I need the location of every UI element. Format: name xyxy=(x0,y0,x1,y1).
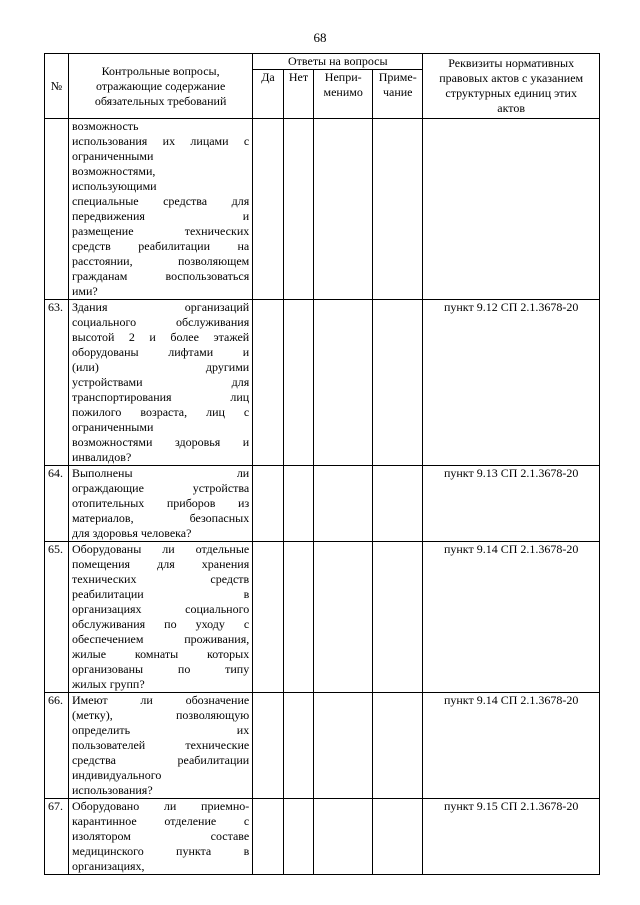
answer-yes-cell[interactable] xyxy=(253,799,284,875)
answer-note-cell[interactable] xyxy=(373,300,423,466)
question-line: медицинского пункта в xyxy=(71,844,250,858)
answer-no-cell[interactable] xyxy=(283,466,314,542)
question-line: возможностями, xyxy=(71,164,156,178)
answer-note-cell[interactable] xyxy=(373,466,423,542)
table-row xyxy=(45,693,600,799)
answer-yes-cell[interactable] xyxy=(253,466,284,542)
reference-text: пункт 9.13 СП 2.1.3678-20 xyxy=(423,466,600,542)
question-line: средства реабилитации xyxy=(71,753,250,767)
question-line: реабилитации в xyxy=(71,587,250,601)
header-na-line: Непри- xyxy=(324,70,362,84)
answer-no-cell[interactable] xyxy=(283,300,314,466)
table-row xyxy=(45,799,600,875)
question-line: для здоровья человека? xyxy=(71,526,192,540)
table-row xyxy=(45,119,600,300)
answer-na-cell[interactable] xyxy=(314,119,373,300)
question-line: социального обслуживания xyxy=(71,315,250,329)
question-text xyxy=(68,542,252,693)
question-line: технических средств xyxy=(71,572,250,586)
row-number xyxy=(45,119,69,300)
row-number: 63. xyxy=(45,300,69,466)
question-text xyxy=(68,300,252,466)
header-reference-line: правовых актов с указанием xyxy=(439,71,584,85)
question-line: использующими xyxy=(71,179,157,193)
answer-no-cell[interactable] xyxy=(283,693,314,799)
question-line: возможность xyxy=(71,119,139,133)
table-row xyxy=(45,542,600,693)
question-line: (метку), позволяющую xyxy=(71,708,250,722)
answer-no-cell[interactable] xyxy=(283,542,314,693)
question-line: ограниченными xyxy=(71,149,154,163)
question-line: гражданам воспользоваться xyxy=(71,269,250,283)
answer-no-cell[interactable] xyxy=(283,119,314,300)
answer-note-cell[interactable] xyxy=(373,693,423,799)
question-line: Оборудованы ли отдельные xyxy=(71,542,250,556)
question-line: ими? xyxy=(71,284,98,298)
header-reference-line: актов xyxy=(497,101,526,115)
header-reference-line: Реквизиты нормативных xyxy=(448,56,575,70)
header-yes: Да xyxy=(253,70,284,119)
question-line: устройствами для xyxy=(71,375,250,389)
question-line: определить их xyxy=(71,723,250,737)
header-reference-line: структурных единиц этих xyxy=(445,86,577,100)
question-line: помещения для хранения xyxy=(71,557,250,571)
row-number: 64. xyxy=(45,466,69,542)
question-line: использования их лицами с xyxy=(71,134,250,148)
reference-text xyxy=(423,119,600,300)
answer-note-cell[interactable] xyxy=(373,119,423,300)
question-line: организованы по типу xyxy=(71,662,250,676)
question-text xyxy=(68,799,252,875)
table-row xyxy=(45,300,600,466)
question-line: использования? xyxy=(71,783,153,797)
answer-no-cell[interactable] xyxy=(283,799,314,875)
question-line: индивидуального xyxy=(71,768,162,782)
question-line: (или) другими xyxy=(71,360,250,374)
header-num: № xyxy=(45,54,69,119)
answer-na-cell[interactable] xyxy=(314,542,373,693)
question-line: жилых групп? xyxy=(71,677,145,691)
question-text xyxy=(68,693,252,799)
question-line: обеспечением проживания, xyxy=(71,632,250,646)
question-line: Оборудовано ли приемно- xyxy=(71,799,250,813)
header-reference xyxy=(423,54,600,119)
answer-na-cell[interactable] xyxy=(314,799,373,875)
question-line: организациях, xyxy=(71,859,145,873)
answer-yes-cell[interactable] xyxy=(253,300,284,466)
header-note-line: Приме- xyxy=(378,70,417,84)
table-row xyxy=(45,466,600,542)
question-line: обслуживания по уходу с xyxy=(71,617,250,631)
question-text xyxy=(68,466,252,542)
question-line: карантинное отделение с xyxy=(71,814,250,828)
question-line: ограниченными xyxy=(71,420,154,434)
answer-yes-cell[interactable] xyxy=(253,542,284,693)
table-body xyxy=(45,119,600,875)
question-line: средств реабилитации на xyxy=(71,239,250,253)
question-line: Здания организаций xyxy=(71,300,250,314)
question-line: изолятором составе xyxy=(71,829,250,843)
question-line: специальные средства для xyxy=(71,194,250,208)
requirements-table xyxy=(44,53,600,875)
header-na-line: менимо xyxy=(323,85,363,99)
row-number: 66. xyxy=(45,693,69,799)
question-line: ограждающие устройства xyxy=(71,481,250,495)
answer-note-cell[interactable] xyxy=(373,542,423,693)
header-answers: Ответы на вопросы xyxy=(253,54,423,70)
header-no: Нет xyxy=(283,70,314,119)
question-line: расстоянии, позволяющем xyxy=(71,254,250,268)
answer-na-cell[interactable] xyxy=(314,693,373,799)
question-line: жилые комнаты которых xyxy=(71,647,250,661)
row-number: 65. xyxy=(45,542,69,693)
question-line: организациях социального xyxy=(71,602,250,616)
question-line: Имеют ли обозначение xyxy=(71,693,250,707)
question-text xyxy=(68,119,252,300)
header-not-applicable xyxy=(314,70,373,119)
question-line: размещение технических xyxy=(71,224,250,238)
reference-text: пункт 9.12 СП 2.1.3678-20 xyxy=(423,300,600,466)
question-line: передвижения и xyxy=(71,209,250,223)
question-line: транспортирования лиц xyxy=(71,390,250,404)
answer-na-cell[interactable] xyxy=(314,300,373,466)
question-line: пожилого возраста, лиц с xyxy=(71,405,250,419)
page-number: 68 xyxy=(313,30,327,45)
question-line: материалов, безопасных xyxy=(71,511,250,525)
answer-yes-cell[interactable] xyxy=(253,119,284,300)
answer-note-cell[interactable] xyxy=(373,799,423,875)
row-number: 67. xyxy=(45,799,69,875)
header-question: Контрольные вопросы, отражающие содержание обязательных требований xyxy=(68,54,252,119)
reference-text: пункт 9.15 СП 2.1.3678-20 xyxy=(423,799,600,875)
question-line: возможностями здоровья и xyxy=(71,435,250,449)
question-line: пользователей технические xyxy=(71,738,250,752)
reference-text: пункт 9.14 СП 2.1.3678-20 xyxy=(423,693,600,799)
reference-text: пункт 9.14 СП 2.1.3678-20 xyxy=(423,542,600,693)
question-line: отопительных приборов из xyxy=(71,496,250,510)
question-line: оборудованы лифтами и xyxy=(71,345,250,359)
answer-na-cell[interactable] xyxy=(314,466,373,542)
question-line: инвалидов? xyxy=(71,450,132,464)
answer-yes-cell[interactable] xyxy=(253,693,284,799)
question-line: Выполнены ли xyxy=(71,466,250,480)
header-note xyxy=(373,70,423,119)
question-line: высотой 2 и более этажей xyxy=(71,330,250,344)
header-note-line: чание xyxy=(382,85,413,99)
